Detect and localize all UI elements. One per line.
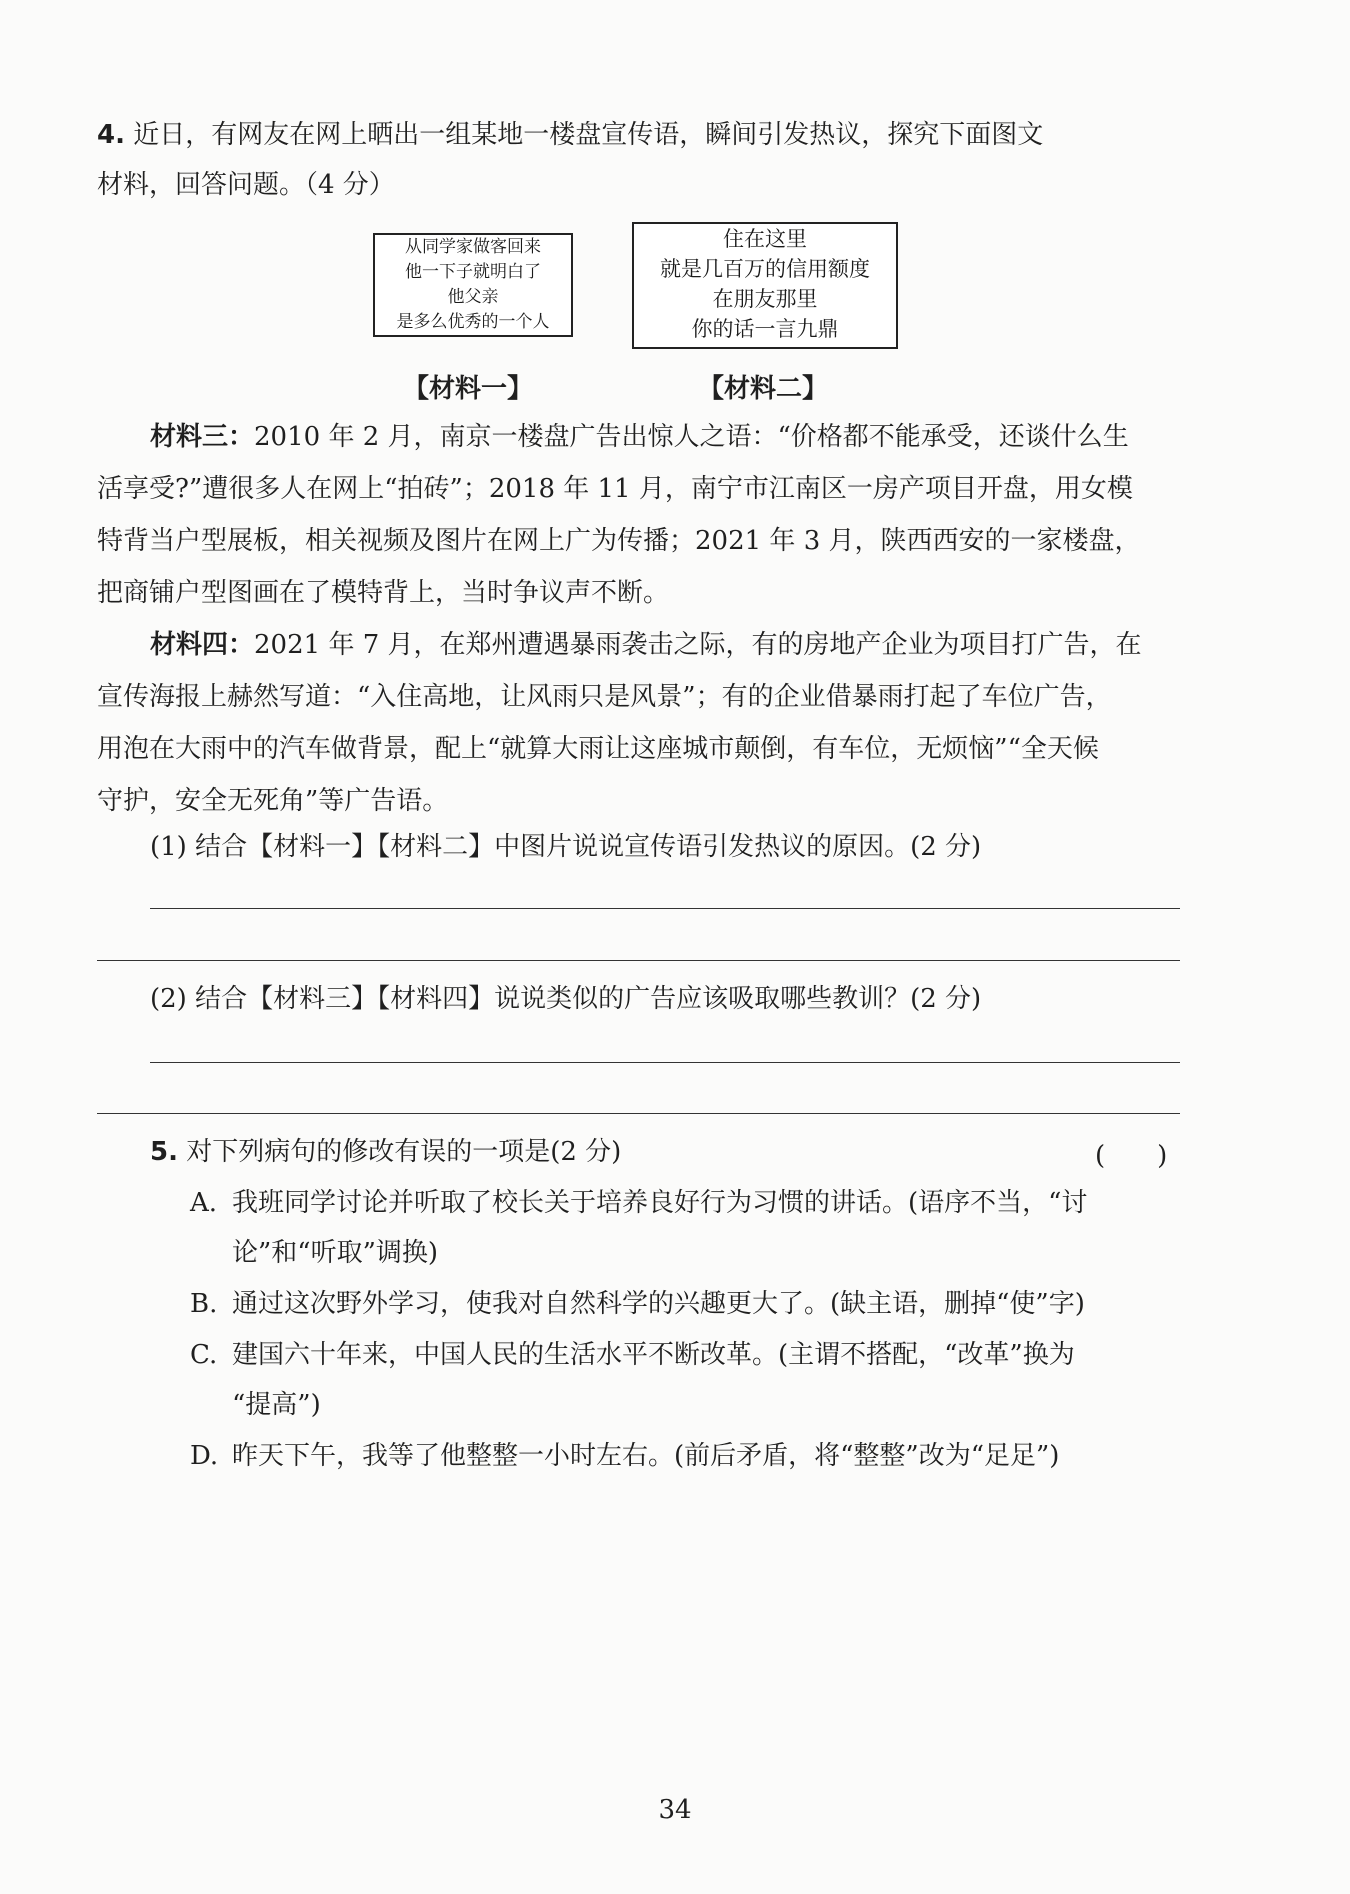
q5-option-a-cont: 论”和“听取”调换) xyxy=(232,1238,439,1268)
answer-line[interactable] xyxy=(150,908,1180,909)
option-letter: D. xyxy=(190,1441,219,1471)
answer-line[interactable] xyxy=(150,1062,1180,1063)
page-number: 34 xyxy=(658,1795,692,1825)
material3-line2: 活享受?”遭很多人在网上“拍砖”；2018 年 11 月，南宁市江南区一房产项目开盘，用女模 xyxy=(97,474,1133,504)
material4-label: 材料四： xyxy=(150,630,255,660)
q5-option-c-cont: “提高”) xyxy=(232,1390,321,1420)
material1-line: 他一下子就明白了 xyxy=(405,262,541,282)
material3-line3: 特背当户型展板，相关视频及图片在网上广为传播；2021 年 3 月，陕西西安的一家楼盘， xyxy=(97,526,1141,556)
q5-option-b xyxy=(190,1287,1085,1321)
material3-line1 xyxy=(150,420,1182,454)
material2-line: 就是几百万的信用额度 xyxy=(660,257,870,281)
q4-intro-line1 xyxy=(97,118,1182,152)
option-text: 昨天下午，我等了他整整一小时左右。(前后矛盾，将“整整”改为“足足”) xyxy=(232,1441,1060,1471)
material1-image-box xyxy=(373,233,573,337)
answer-line[interactable] xyxy=(97,960,1180,961)
option-text: 建国六十年来，中国人民的生活水平不断改革。(主谓不搭配，“改革”换为 xyxy=(232,1340,1075,1370)
material4-line3: 用泡在大雨中的汽车做背景，配上“就算大雨让这座城市颠倒，有车位，无烦恼”“全天候 xyxy=(97,734,1099,764)
material4-line2: 宣传海报上赫然写道：“入住高地，让风雨只是风景”；有的企业借暴雨打起了车位广告， xyxy=(97,682,1112,712)
option-text: 通过这次野外学习，使我对自然科学的兴趣更大了。(缺主语，删掉“使”字) xyxy=(232,1289,1085,1319)
q4-number: 4. xyxy=(97,120,125,150)
option-letter: A. xyxy=(190,1188,218,1218)
q5-stem-line xyxy=(150,1135,1182,1169)
q5-answer-blank[interactable]: ( ) xyxy=(1095,1141,1168,1171)
material4-text: 2021 年 7 月，在郑州遭遇暴雨袭击之际，有的房地产企业为项目打广告，在 xyxy=(254,630,1142,660)
material1-caption: 【材料一】 xyxy=(403,374,534,404)
material3-label: 材料三： xyxy=(150,422,255,452)
q5-option-a xyxy=(190,1186,1087,1220)
option-text: 我班同学讨论并听取了校长关于培养良好行为习惯的讲话。(语序不当，“讨 xyxy=(232,1188,1088,1218)
q4-sub2: (2) 结合【材料三】【材料四】说说类似的广告应该吸取哪些教训？(2 分) xyxy=(150,984,982,1014)
material1-line: 是多么优秀的一个人 xyxy=(396,312,550,332)
material2-line: 你的话一言九鼎 xyxy=(691,317,839,341)
material3-line4: 把商铺户型图画在了模特背上，当时争议声不断。 xyxy=(97,578,670,608)
answer-line[interactable] xyxy=(97,1113,1180,1114)
q5-option-c xyxy=(190,1338,1075,1372)
material4-line1 xyxy=(150,628,1182,662)
q4-intro-line2: 材料，回答问题。（4 分） xyxy=(97,170,395,200)
material1-line: 他父亲 xyxy=(447,287,499,307)
material2-line: 在朋友那里 xyxy=(712,287,818,311)
material2-caption: 【材料二】 xyxy=(698,374,829,404)
q5-number: 5. xyxy=(150,1137,178,1167)
option-letter: B. xyxy=(190,1289,218,1319)
option-letter: C. xyxy=(190,1340,218,1370)
q4-intro-text: 近日，有网友在网上晒出一组某地一楼盘宣传语，瞬间引发热议，探究下面图文 xyxy=(133,120,1044,150)
material4-line4: 守护，安全无死角”等广告语。 xyxy=(97,786,449,816)
q5-option-d xyxy=(190,1439,1059,1473)
q5-stem: 对下列病句的修改有误的一项是(2 分) xyxy=(186,1137,622,1167)
q4-sub1: (1) 结合【材料一】【材料二】中图片说说宣传语引发热议的原因。(2 分) xyxy=(150,832,982,862)
material2-line: 住在这里 xyxy=(723,227,807,251)
material2-image-box xyxy=(632,222,898,349)
material1-line: 从同学家做客回来 xyxy=(405,237,541,257)
material3-text: 2010 年 2 月，南京一楼盘广告出惊人之语：“价格都不能承受，还谈什么生 xyxy=(254,422,1129,452)
